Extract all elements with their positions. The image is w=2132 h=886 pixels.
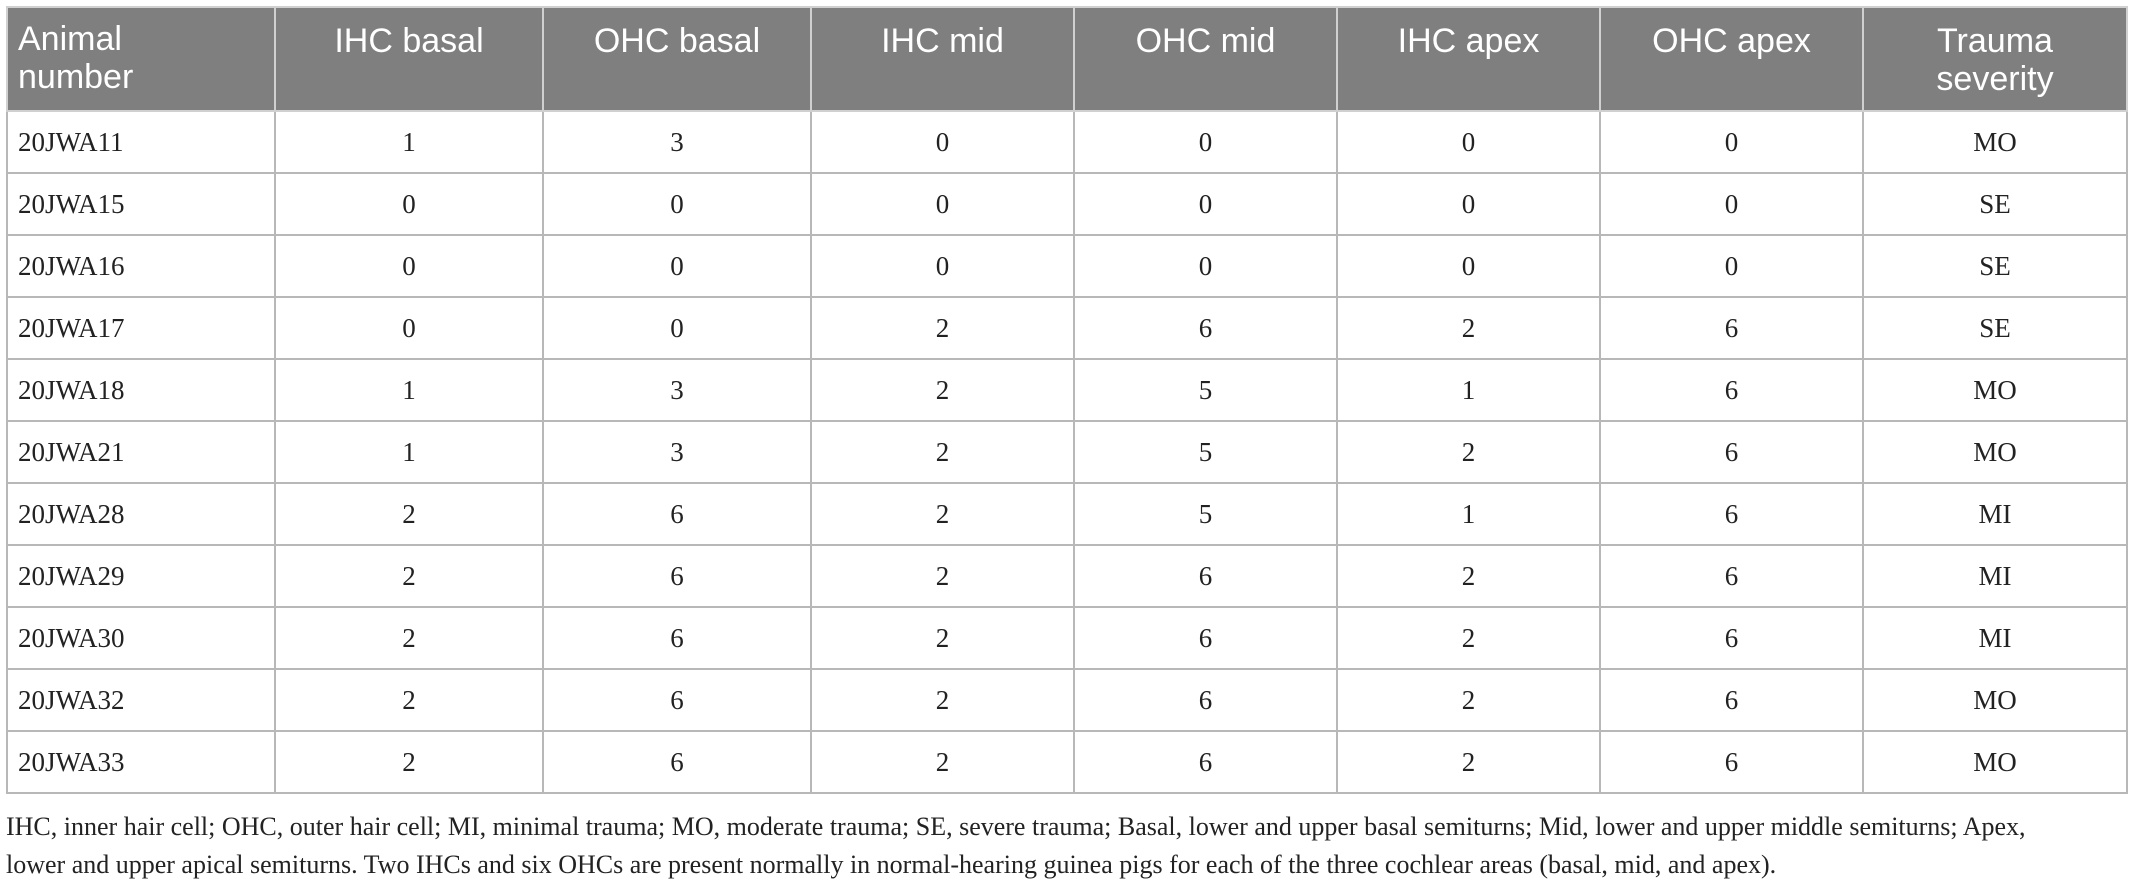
cell-trauma-severity: MI (1863, 483, 2127, 545)
cell-ohc-apex: 6 (1600, 607, 1863, 669)
cell-ohc-apex: 0 (1600, 111, 1863, 173)
cell-ihc-apex: 2 (1337, 545, 1600, 607)
cell-ihc-apex: 0 (1337, 173, 1600, 235)
cell-ohc-apex: 6 (1600, 669, 1863, 731)
table-row (7, 297, 2127, 359)
cell-ohc-mid: 5 (1074, 483, 1337, 545)
cell-ohc-apex: 0 (1600, 235, 1863, 297)
cell-ihc-apex: 2 (1337, 669, 1600, 731)
cell-ohc-basal: 6 (543, 483, 811, 545)
cell-animal-number: 20JWA17 (7, 297, 275, 359)
cell-animal-number: 20JWA21 (7, 421, 275, 483)
table-row (7, 173, 2127, 235)
header-animal-number (7, 7, 275, 111)
cell-ihc-mid: 0 (811, 111, 1074, 173)
cell-ihc-mid: 2 (811, 483, 1074, 545)
cell-ohc-apex: 6 (1600, 483, 1863, 545)
cell-ihc-apex: 2 (1337, 421, 1600, 483)
cell-ohc-basal: 6 (543, 607, 811, 669)
cell-ihc-basal: 2 (275, 483, 543, 545)
table-footnote (6, 808, 2126, 884)
cell-ihc-apex: 2 (1337, 297, 1600, 359)
cell-ihc-mid: 2 (811, 731, 1074, 793)
cell-ohc-basal: 3 (543, 111, 811, 173)
cell-ihc-basal: 2 (275, 545, 543, 607)
header-ihc-basal: IHC basal (275, 7, 543, 111)
footnote-line-2: lower and upper apical semiturns. Two IHCs and six OHCs are present normally in normal-hearing guinea pigs for each of the three cochlear areas (basal, mid, and apex). (6, 850, 1777, 879)
cell-ohc-apex: 6 (1600, 359, 1863, 421)
cell-ohc-basal: 0 (543, 297, 811, 359)
hair-cell-table (6, 6, 2128, 794)
cell-animal-number: 20JWA18 (7, 359, 275, 421)
cell-animal-number: 20JWA16 (7, 235, 275, 297)
header-ohc-mid: OHC mid (1074, 7, 1337, 111)
cell-ihc-basal: 1 (275, 111, 543, 173)
cell-animal-number: 20JWA15 (7, 173, 275, 235)
table-row (7, 235, 2127, 297)
cell-ihc-basal: 0 (275, 297, 543, 359)
cell-trauma-severity: MO (1863, 359, 2127, 421)
cell-ihc-apex: 0 (1337, 235, 1600, 297)
header-animal-number-line1: Animal (18, 20, 122, 58)
cell-ohc-basal: 0 (543, 235, 811, 297)
table-row (7, 545, 2127, 607)
cell-animal-number: 20JWA28 (7, 483, 275, 545)
cell-ohc-mid: 6 (1074, 607, 1337, 669)
cell-ohc-apex: 6 (1600, 731, 1863, 793)
table-row (7, 607, 2127, 669)
cell-ihc-basal: 2 (275, 669, 543, 731)
cell-ihc-mid: 2 (811, 421, 1074, 483)
cell-ohc-mid: 6 (1074, 731, 1337, 793)
table-body (7, 111, 2127, 793)
header-trauma-severity (1863, 7, 2127, 111)
cell-ohc-basal: 3 (543, 359, 811, 421)
table-row (7, 421, 2127, 483)
table-row (7, 669, 2127, 731)
table-row (7, 483, 2127, 545)
cell-ohc-mid: 0 (1074, 235, 1337, 297)
header-animal-number-line2: number (18, 58, 134, 96)
cell-ihc-apex: 1 (1337, 483, 1600, 545)
cell-ohc-mid: 6 (1074, 297, 1337, 359)
cell-ihc-basal: 2 (275, 607, 543, 669)
cell-ohc-mid: 6 (1074, 545, 1337, 607)
header-ohc-apex: OHC apex (1600, 7, 1863, 111)
header-ihc-apex: IHC apex (1337, 7, 1600, 111)
cell-trauma-severity: SE (1863, 173, 2127, 235)
table-row (7, 359, 2127, 421)
cell-trauma-severity: MO (1863, 421, 2127, 483)
cell-ihc-mid: 2 (811, 669, 1074, 731)
cell-ihc-mid: 2 (811, 545, 1074, 607)
cell-ihc-basal: 1 (275, 421, 543, 483)
cell-ihc-mid: 2 (811, 359, 1074, 421)
cell-ohc-basal: 6 (543, 669, 811, 731)
header-ohc-basal: OHC basal (543, 7, 811, 111)
cell-ohc-apex: 6 (1600, 545, 1863, 607)
cell-ihc-basal: 2 (275, 731, 543, 793)
cell-ihc-apex: 2 (1337, 607, 1600, 669)
cell-ohc-apex: 6 (1600, 297, 1863, 359)
cell-ihc-basal: 0 (275, 235, 543, 297)
header-ihc-mid: IHC mid (811, 7, 1074, 111)
table-header (7, 7, 2127, 111)
cell-ihc-basal: 1 (275, 359, 543, 421)
cell-trauma-severity: MI (1863, 607, 2127, 669)
header-trauma-severity-line2: severity (1936, 60, 2054, 98)
cell-ohc-mid: 0 (1074, 111, 1337, 173)
cell-animal-number: 20JWA32 (7, 669, 275, 731)
cell-ihc-apex: 0 (1337, 111, 1600, 173)
cell-ohc-basal: 0 (543, 173, 811, 235)
cell-ohc-mid: 0 (1074, 173, 1337, 235)
cell-ohc-basal: 6 (543, 731, 811, 793)
cell-ihc-apex: 2 (1337, 731, 1600, 793)
header-row (7, 7, 2127, 111)
cell-ohc-basal: 3 (543, 421, 811, 483)
cell-trauma-severity: SE (1863, 235, 2127, 297)
footnote-line-1: IHC, inner hair cell; OHC, outer hair cell; MI, minimal trauma; MO, moderate trauma; SE, severe trauma; Basal, lower and upper basal semiturns; Mid, lower and upper middle semiturns; Apex, (6, 812, 2026, 841)
cell-ihc-basal: 0 (275, 173, 543, 235)
cell-ihc-mid: 2 (811, 607, 1074, 669)
cell-ihc-mid: 0 (811, 173, 1074, 235)
cell-ohc-apex: 6 (1600, 421, 1863, 483)
table-row (7, 731, 2127, 793)
header-trauma-severity-line1: Trauma (1937, 22, 2053, 60)
cell-ohc-mid: 5 (1074, 421, 1337, 483)
cell-ohc-basal: 6 (543, 545, 811, 607)
cell-animal-number: 20JWA29 (7, 545, 275, 607)
cell-ohc-apex: 0 (1600, 173, 1863, 235)
cell-ihc-mid: 0 (811, 235, 1074, 297)
cell-ohc-mid: 6 (1074, 669, 1337, 731)
table-row (7, 111, 2127, 173)
cell-animal-number: 20JWA11 (7, 111, 275, 173)
cell-ohc-mid: 5 (1074, 359, 1337, 421)
cell-animal-number: 20JWA33 (7, 731, 275, 793)
cell-animal-number: 20JWA30 (7, 607, 275, 669)
cell-trauma-severity: MO (1863, 731, 2127, 793)
cell-trauma-severity: MO (1863, 111, 2127, 173)
cell-trauma-severity: MO (1863, 669, 2127, 731)
cell-trauma-severity: MI (1863, 545, 2127, 607)
cell-ihc-mid: 2 (811, 297, 1074, 359)
cell-trauma-severity: SE (1863, 297, 2127, 359)
data-table-container (6, 6, 2126, 794)
cell-ihc-apex: 1 (1337, 359, 1600, 421)
